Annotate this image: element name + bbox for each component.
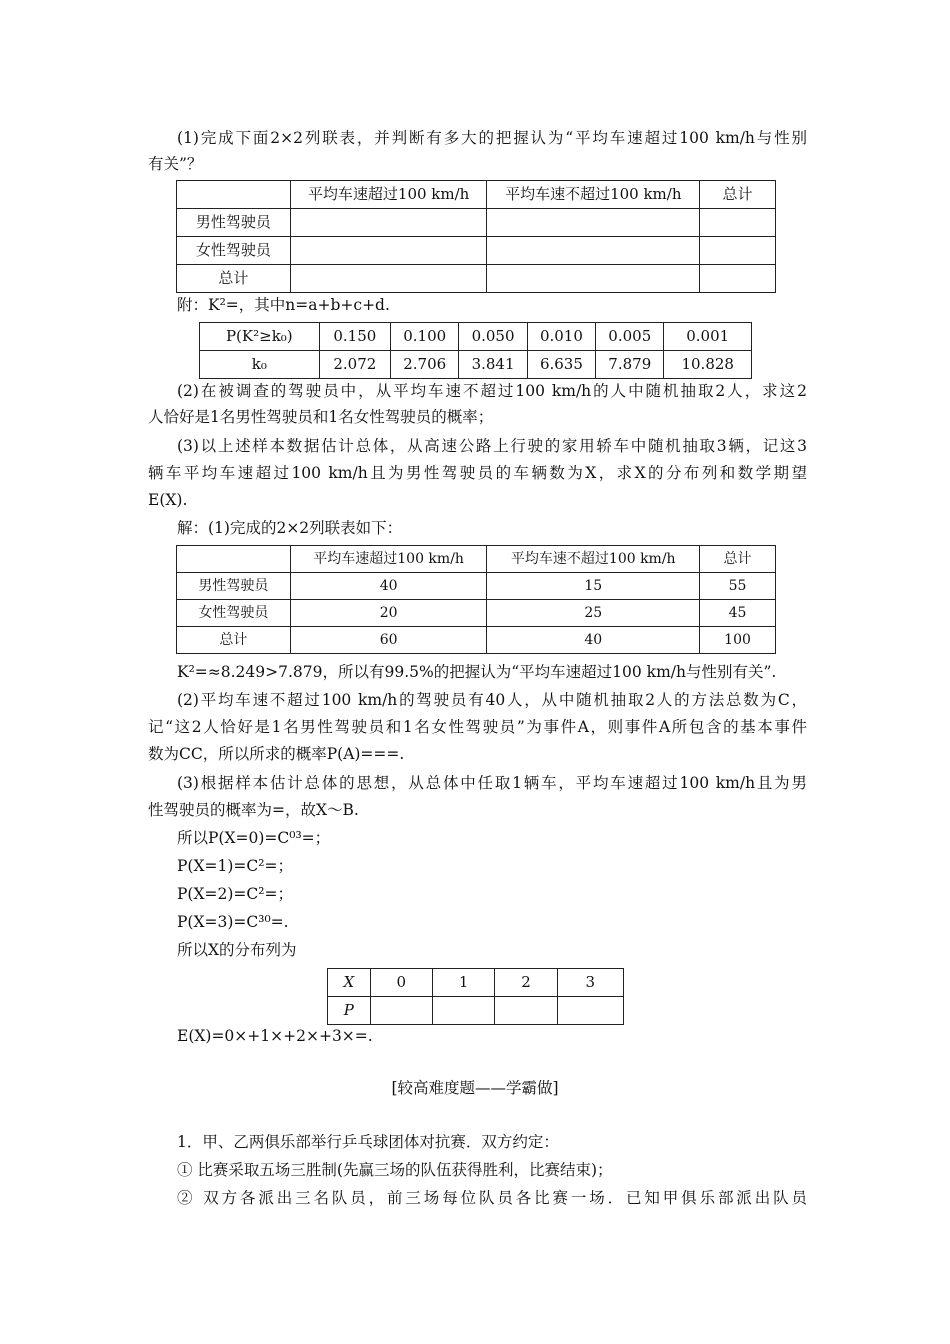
part1-line1: (1)完成下面2×2列联表，并判断有多大的把握认为“平均车速超过100 km/h与性别	[177, 129, 807, 147]
part3-line1: (3)以上述样本数据估计总体，从高速公路上行驶的家用轿车中随机抽取3辆，记这3	[177, 437, 807, 455]
k2-result: K²=≈8.249>7.879，所以有99.5%的把握认为“平均车速超过100 km/h与性别有关”.	[177, 663, 777, 681]
table-cell: 男性驾驶员	[177, 573, 291, 600]
table-cell: 平均车速不超过100 km/h	[487, 181, 700, 209]
table-cell: k₀	[200, 351, 320, 379]
table-cell: 0	[370, 969, 432, 997]
contingency-table-empty	[176, 180, 776, 293]
table-cell: P(K²≥k₀)	[200, 323, 320, 351]
table-cell: 40	[487, 627, 700, 654]
table-cell: 15	[487, 573, 700, 600]
table-row	[177, 627, 776, 654]
table-cell: 0.100	[391, 323, 459, 351]
sol3-line2: 性驾驶员的概率为=，故X～B.	[148, 801, 359, 819]
table-row	[177, 237, 776, 265]
table-cell	[487, 209, 700, 237]
table-cell: X	[328, 969, 371, 997]
contingency-table-filled	[176, 545, 776, 654]
sol2-line3: 数为CC，所以所求的概率P(A)===.	[148, 745, 405, 763]
table-cell: 总计	[700, 181, 776, 209]
table-cell	[177, 546, 291, 573]
table-cell: 总计	[177, 627, 291, 654]
expectation: E(X)=0×+1×+2×+3×=.	[177, 1027, 373, 1045]
table-cell: 0.010	[527, 323, 595, 351]
prob-x2: P(X=2)=C²=；	[177, 885, 293, 903]
sol3-line1: (3)根据样本估计总体的思想，从总体中任取1辆车，平均车速超过100 km/h且为男	[177, 774, 807, 792]
table-cell: 0.050	[459, 323, 527, 351]
part3-line3: E(X).	[148, 491, 188, 509]
problem1-line1: 1．甲、乙两俱乐部举行乒乓球团体对抗赛．双方约定：	[177, 1133, 559, 1151]
table-row	[177, 546, 776, 573]
table-cell	[700, 209, 776, 237]
table-cell: P	[328, 997, 371, 1025]
part2-line2: 人恰好是1名男性驾驶员和1名女性驾驶员的概率；	[148, 408, 494, 426]
sol2-line2: 记“这2人恰好是1名男性驾驶员和1名女性驾驶员”为事件A，则事件A所包含的基本事件	[148, 718, 807, 736]
prob-x0: 所以P(X=0)=C⁰³=；	[177, 829, 331, 847]
problem1-line2: ① 比赛采取五场三胜制(先赢三场的队伍获得胜利，比赛结束)；	[177, 1161, 613, 1179]
table-cell	[290, 209, 487, 237]
table-cell	[370, 997, 432, 1025]
distribution-intro: 所以X的分布列为	[177, 941, 297, 959]
table-cell: 男性驾驶员	[177, 209, 291, 237]
table-cell: 平均车速超过100 km/h	[290, 181, 487, 209]
table-cell: 100	[700, 627, 776, 654]
part3-line2: 辆车平均车速超过100 km/h且为男性驾驶员的车辆数为X，求X的分布列和数学期望	[148, 464, 807, 482]
table-cell: 6.635	[527, 351, 595, 379]
table-cell: 女性驾驶员	[177, 237, 291, 265]
table-row	[177, 573, 776, 600]
part2-line1: (2)在被调查的驾驶员中，从平均车速不超过100 km/h的人中随机抽取2人，求这2	[177, 382, 807, 400]
table-row	[328, 997, 624, 1025]
table-cell	[700, 265, 776, 293]
table-cell: 女性驾驶员	[177, 600, 291, 627]
sol2-line1: (2)平均车速不超过100 km/h的驾驶员有40人，从中随机抽取2人的方法总数为C，	[177, 691, 807, 709]
table-row	[177, 209, 776, 237]
part1-line2: 有关”？	[148, 155, 203, 173]
section-title: [较高难度题——学霸做]	[391, 1079, 559, 1097]
table-cell: 25	[487, 600, 700, 627]
table-cell	[487, 265, 700, 293]
table-cell: 55	[700, 573, 776, 600]
table-cell	[487, 237, 700, 265]
table-cell: 3	[557, 969, 623, 997]
table-cell: 10.828	[664, 351, 752, 379]
table-cell: 2.072	[319, 351, 390, 379]
table-cell: 平均车速超过100 km/h	[290, 546, 487, 573]
table-cell: 40	[290, 573, 487, 600]
table-cell	[495, 997, 557, 1025]
table-cell	[290, 265, 487, 293]
table-cell: 2.706	[391, 351, 459, 379]
distribution-table	[327, 968, 624, 1025]
table-cell: 总计	[177, 265, 291, 293]
table-cell	[432, 997, 494, 1025]
table-cell: 0.005	[596, 323, 664, 351]
prob-x1: P(X=1)=C²=；	[177, 857, 293, 875]
formula-note: 附：K²=，其中n=a+b+c+d.	[177, 296, 390, 314]
table-cell: 平均车速不超过100 km/h	[487, 546, 700, 573]
table-cell: 45	[700, 600, 776, 627]
table-row	[177, 265, 776, 293]
table-cell	[700, 237, 776, 265]
table-cell: 总计	[700, 546, 776, 573]
table-cell: 20	[290, 600, 487, 627]
table-row	[200, 351, 752, 379]
table-cell: 7.879	[596, 351, 664, 379]
table-cell	[290, 237, 487, 265]
table-row	[177, 181, 776, 209]
table-row	[328, 969, 624, 997]
table-cell: 0.001	[664, 323, 752, 351]
table-cell	[557, 997, 623, 1025]
critical-value-table	[199, 322, 752, 379]
table-cell: 60	[290, 627, 487, 654]
table-cell: 2	[495, 969, 557, 997]
table-row	[177, 600, 776, 627]
table-cell	[177, 181, 291, 209]
prob-x3: P(X=3)=C³⁰=.	[177, 913, 289, 931]
solution-intro: 解：(1)完成的2×2列联表如下：	[177, 519, 403, 537]
table-cell: 0.150	[319, 323, 390, 351]
table-cell: 1	[432, 969, 494, 997]
problem1-line3: ② 双方各派出三名队员，前三场每位队员各比赛一场．已知甲俱乐部派出队员	[177, 1189, 807, 1207]
table-row	[200, 323, 752, 351]
table-cell: 3.841	[459, 351, 527, 379]
